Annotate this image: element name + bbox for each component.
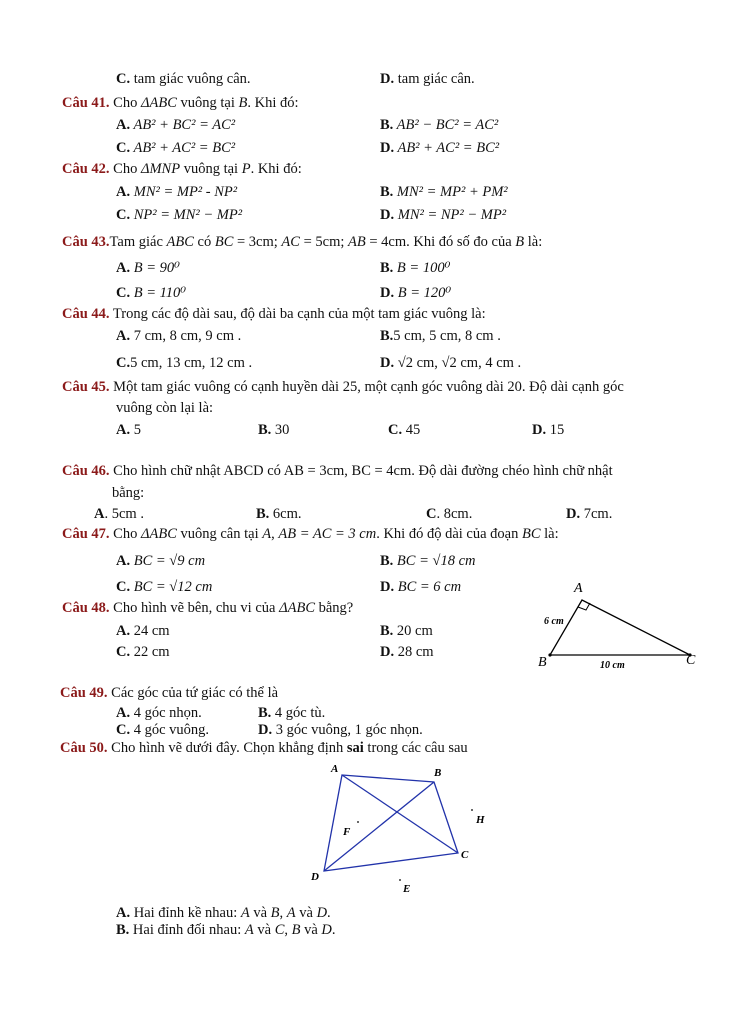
text-span: B — [238, 95, 248, 111]
text-span: B = 120⁰ — [394, 285, 452, 301]
text-line — [94, 505, 144, 523]
text-span: ΔABC — [279, 600, 315, 616]
text-span: Hai đỉnh kề nhau: — [130, 905, 241, 921]
text-span: bằng? — [315, 600, 354, 616]
text-line — [116, 578, 212, 596]
option-label: A. — [116, 905, 131, 921]
option-label: A. — [116, 117, 131, 133]
option-label: B. — [258, 422, 272, 438]
option-label: B. — [380, 260, 394, 276]
triangle-figure-q48 — [530, 580, 705, 670]
label-f: F — [343, 826, 351, 838]
text-span: và — [295, 905, 317, 921]
question-number: Câu 45. — [62, 379, 110, 395]
text-line — [380, 139, 499, 157]
question-number: Câu 50. — [60, 740, 108, 756]
text-span: = 3cm; — [233, 234, 282, 250]
text-span: AB² + AC² = BC² — [394, 140, 500, 156]
text-span: Hai đỉnh đối nhau: — [129, 922, 245, 938]
text-line — [380, 552, 475, 570]
quadrilateral-abcd-shape — [324, 775, 458, 871]
text-line — [380, 354, 521, 372]
option-label: C. — [116, 644, 131, 660]
text-span: 4 góc vuông. — [130, 722, 210, 738]
text-line — [116, 721, 209, 739]
text-line — [62, 525, 559, 543]
label-b: B — [434, 767, 442, 779]
text-span: A — [286, 905, 296, 921]
text-span: Cho — [109, 95, 141, 111]
option-label: B. — [380, 184, 394, 200]
text-span: MN² = MP² - NP² — [130, 184, 238, 200]
option-label: D. — [380, 644, 395, 660]
text-span: bằng: — [112, 485, 145, 501]
option-label: D. — [380, 579, 395, 595]
text-line — [116, 327, 241, 345]
text-span: là: — [540, 526, 559, 542]
text-span: 30 — [271, 422, 290, 438]
option-label: A. — [116, 422, 131, 438]
option-label: D. — [380, 355, 395, 371]
text-span: 6cm. — [269, 506, 302, 522]
text-line — [566, 505, 612, 523]
label-h: H — [476, 814, 485, 826]
text-span: = 4cm. Khi đó số đo của — [365, 234, 516, 250]
option-label: C. — [116, 285, 131, 301]
text-span: C — [274, 922, 285, 938]
text-span: vuông tại — [176, 95, 239, 111]
text-line — [62, 233, 542, 251]
question-number: Câu 44. — [62, 306, 110, 322]
text-line — [60, 684, 278, 702]
option-label: B. — [380, 553, 394, 569]
text-line — [62, 160, 302, 178]
text-span: vuông cân tại — [176, 526, 263, 542]
option-label: B. — [380, 117, 394, 133]
label-c: C — [686, 653, 696, 668]
question-number: Câu 42. — [62, 161, 110, 177]
text-line — [116, 552, 205, 570]
text-span: Các góc của tứ giác có thể là — [107, 685, 279, 701]
option-label: D. — [380, 285, 395, 301]
text-span: Trong các độ dài sau, độ dài ba cạnh của một tam giác vuông là: — [109, 306, 486, 322]
text-span: AB² + AC² = BC² — [130, 140, 236, 156]
text-line — [62, 599, 353, 617]
text-span: B — [291, 922, 301, 938]
option-label: B. — [256, 506, 270, 522]
question-number: Câu 47. — [62, 526, 110, 542]
option-label: A. — [116, 623, 131, 639]
text-line — [380, 70, 475, 88]
text-span: B = 110⁰ — [130, 285, 187, 301]
text-line — [380, 284, 451, 302]
text-span: 22 cm — [130, 644, 170, 660]
text-span: = 5cm; — [299, 234, 348, 250]
question-number: Câu 48. — [62, 600, 110, 616]
text-span: , — [271, 526, 279, 542]
text-line — [116, 284, 186, 302]
option-label: C. — [116, 722, 131, 738]
triangle-abc-shape — [550, 600, 690, 655]
text-span: √2 cm, √2 cm, 4 cm . — [394, 355, 522, 371]
text-span: trong các câu sau — [363, 740, 468, 756]
text-span: tam giác cân. — [394, 71, 475, 87]
text-span: 45 — [402, 422, 421, 438]
text-line — [258, 721, 423, 739]
option-label: A. — [116, 705, 131, 721]
text-line — [426, 505, 472, 523]
text-span: Cho hình vẽ bên, chu vi của — [109, 600, 280, 616]
label-side-bc: 10 cm — [600, 660, 625, 670]
text-line — [116, 354, 252, 372]
text-line — [116, 259, 180, 277]
text-span: BC — [521, 526, 541, 542]
text-span: ΔMNP — [140, 161, 181, 177]
text-line — [532, 421, 564, 439]
option-label: B. — [116, 922, 130, 938]
text-line — [388, 421, 420, 439]
text-line — [62, 94, 299, 112]
label-c: C — [461, 849, 469, 861]
text-span: có — [193, 234, 215, 250]
text-span: B — [270, 905, 280, 921]
text-span: và — [300, 922, 322, 938]
text-line — [380, 643, 434, 661]
text-span: Cho — [109, 526, 141, 542]
text-span: MN² = NP² − MP² — [394, 207, 507, 223]
option-label: B. — [380, 328, 394, 344]
text-span: Một tam giác vuông có cạnh huyền dài 25, một cạnh góc vuông dài 20. Độ dài cạnh góc — [109, 379, 624, 395]
text-span: 4 góc tù. — [271, 705, 326, 721]
quadrilateral-figure-q50 — [300, 760, 500, 900]
text-span: 7 cm, 8 cm, 9 cm . — [130, 328, 242, 344]
label-b: B — [538, 655, 547, 670]
text-span: . Khi đó: — [247, 95, 299, 111]
text-line — [380, 622, 433, 640]
option-label: A. — [116, 328, 131, 344]
text-span: AB² + BC² = AC² — [130, 117, 236, 133]
text-span: , — [284, 922, 292, 938]
diagonal-ac — [342, 775, 458, 853]
text-span: 28 cm — [394, 644, 434, 660]
option-label: D. — [380, 71, 395, 87]
question-number: Câu 43. — [62, 234, 110, 250]
text-span: . Khi đó độ dài của đoạn — [376, 526, 522, 542]
text-line — [258, 704, 325, 722]
text-span: 4 góc nhọn. — [130, 705, 202, 721]
text-span: . — [327, 905, 331, 921]
text-span: vuông còn lại là: — [116, 400, 214, 416]
text-span: BC = √12 cm — [130, 579, 213, 595]
question-number: Câu 46. — [62, 463, 110, 479]
option-label: sai — [346, 740, 364, 756]
text-span: BC = √9 cm — [130, 553, 206, 569]
text-span: MN² = MP² + PM² — [393, 184, 508, 200]
text-span: BC — [214, 234, 234, 250]
text-span: và — [253, 922, 275, 938]
text-span: 5 cm, 13 cm, 12 cm . — [130, 355, 253, 371]
text-span: AB = AC = 3 cm — [278, 526, 377, 542]
text-line — [60, 739, 468, 757]
text-span: AC — [281, 234, 300, 250]
option-label: A. — [116, 553, 131, 569]
option-label: D. — [380, 140, 395, 156]
text-line — [116, 399, 213, 417]
text-line — [116, 421, 141, 439]
option-label: C — [426, 506, 437, 522]
text-span: ABC — [166, 234, 194, 250]
text-span: là: — [524, 234, 543, 250]
text-line — [116, 904, 331, 922]
question-number: Câu 41. — [62, 95, 110, 111]
label-a: A — [574, 581, 583, 596]
label-side-ab: 6 cm — [544, 616, 564, 627]
text-span: P — [241, 161, 251, 177]
text-line — [116, 116, 235, 134]
text-line — [116, 183, 237, 201]
text-span: B = 90⁰ — [130, 260, 180, 276]
option-label: D. — [258, 722, 273, 738]
text-line — [116, 704, 202, 722]
option-label: A — [94, 506, 105, 522]
text-line — [116, 921, 336, 939]
text-span: AB² − BC² = AC² — [393, 117, 499, 133]
option-label: B. — [258, 705, 272, 721]
text-span: A — [262, 526, 272, 542]
text-span: . Khi đó: — [250, 161, 302, 177]
text-span: Cho — [109, 161, 141, 177]
text-span: A — [244, 922, 254, 938]
option-label: B. — [380, 623, 394, 639]
text-span: Cho hình chữ nhật ABCD có AB = 3cm, BC = 4cm. Độ dài đường chéo hình chữ nhật — [109, 463, 613, 479]
text-span: A — [240, 905, 250, 921]
label-e: E — [403, 883, 411, 895]
text-span: D — [321, 922, 332, 938]
text-span: B — [515, 234, 525, 250]
text-span: 5 cm, 5 cm, 8 cm . — [393, 328, 501, 344]
text-span: ΔABC — [140, 526, 177, 542]
question-number: Câu 49. — [60, 685, 108, 701]
text-span: tam giác vuông cân. — [130, 71, 251, 87]
text-line — [116, 139, 235, 157]
text-line — [116, 643, 170, 661]
option-label: A. — [116, 260, 131, 276]
text-span: 24 cm — [130, 623, 170, 639]
text-span: . — [331, 922, 336, 938]
option-label: C. — [116, 71, 131, 87]
text-span: ΔABC — [140, 95, 177, 111]
text-line — [116, 622, 170, 640]
text-span: 7cm. — [580, 506, 613, 522]
text-line — [62, 462, 613, 480]
text-span: . 5cm . — [104, 506, 144, 522]
option-label: C. — [116, 355, 131, 371]
text-span: D — [316, 905, 328, 921]
text-line — [116, 206, 242, 224]
text-span: BC = √18 cm — [393, 553, 476, 569]
label-d: D — [311, 871, 319, 883]
option-label: C. — [116, 207, 131, 223]
text-line — [62, 305, 486, 323]
text-line — [380, 183, 508, 201]
text-span: NP² = MN² − MP² — [130, 207, 243, 223]
text-line — [62, 378, 624, 396]
text-span: 5 — [130, 422, 141, 438]
text-span: Cho hình vẽ dưới đây. Chọn khẳng định — [107, 740, 347, 756]
text-line — [380, 327, 501, 345]
text-span: , — [279, 905, 287, 921]
text-span: . 8cm. — [436, 506, 473, 522]
text-span: 20 cm — [393, 623, 433, 639]
label-a: A — [331, 763, 339, 775]
text-span: BC = 6 cm — [394, 579, 462, 595]
text-span: B = 100⁰ — [393, 260, 451, 276]
text-span: 15 — [546, 422, 565, 438]
option-label: A. — [116, 184, 131, 200]
text-line — [112, 484, 144, 502]
text-span: vuông tại — [180, 161, 242, 177]
text-line — [380, 116, 498, 134]
text-span: và — [249, 905, 271, 921]
text-line — [380, 206, 506, 224]
text-span: Tam giác — [109, 234, 167, 250]
text-line — [380, 259, 450, 277]
option-label: C. — [116, 579, 131, 595]
option-label: D. — [532, 422, 547, 438]
text-line — [256, 505, 302, 523]
option-label: D. — [566, 506, 581, 522]
text-span: AB — [348, 234, 366, 250]
text-span: 3 góc vuông, 1 góc nhọn. — [272, 722, 423, 738]
text-line — [258, 421, 289, 439]
text-line — [380, 578, 461, 596]
option-label: C. — [388, 422, 403, 438]
text-line — [116, 70, 251, 88]
option-label: C. — [116, 140, 131, 156]
option-label: D. — [380, 207, 395, 223]
